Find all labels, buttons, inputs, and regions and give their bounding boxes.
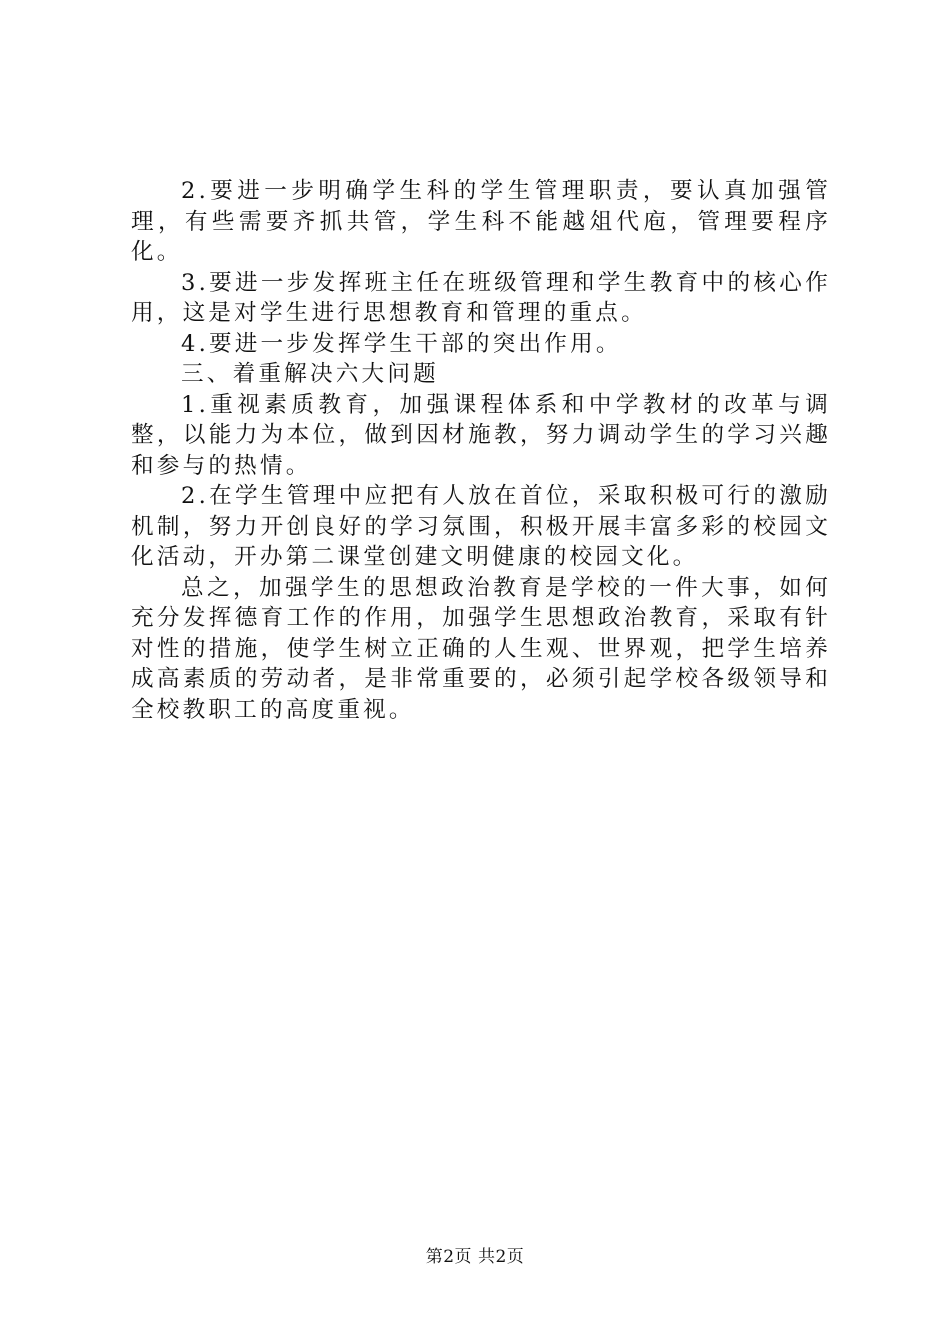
page-footer: 第2页 共2页	[425, 1247, 525, 1267]
paragraph-issue-1: 1.重视素质教育，加强课程体系和中学教材的改革与调整，以能力为本位，做到因材施教，努力调动学生的学习兴趣和参与的热情。	[131, 391, 831, 479]
paragraph-item-3-head-teacher: 3.要进一步发挥班主任在班级管理和学生教育中的核心作用，这是对学生进行思想教育和管理的重点。	[131, 269, 831, 326]
paragraph-issue-2: 2.在学生管理中应把有人放在首位，采取积极可行的激励机制，努力开创良好的学习氛围，积极开展丰富多彩的校园文化活动，开办第二课堂创建文明健康的校园文化。	[131, 483, 831, 570]
paragraph-item-2-duties: 2.要进一步明确学生科的学生管理职责，要认真加强管理，有些需要齐抓共管，学生科不能越俎代庖，管理要程序化。	[131, 178, 831, 265]
paragraph-conclusion: 总之，加强学生的思想政治教育是学校的一件大事，如何充分发挥德育工作的作用，加强学生思想政治教育，采取有针对性的措施，使学生树立正确的人生观、世界观，把学生培养成高素质的劳动者，是非常重要的，必须引起学校各级领导和全校教职工的高度重视。	[131, 574, 831, 723]
paragraph-item-4-student-cadres: 4.要进一步发挥学生干部的突出作用。	[181, 330, 622, 357]
section-heading: 三、着重解决六大问题	[181, 361, 439, 387]
document-body	[131, 176, 831, 725]
